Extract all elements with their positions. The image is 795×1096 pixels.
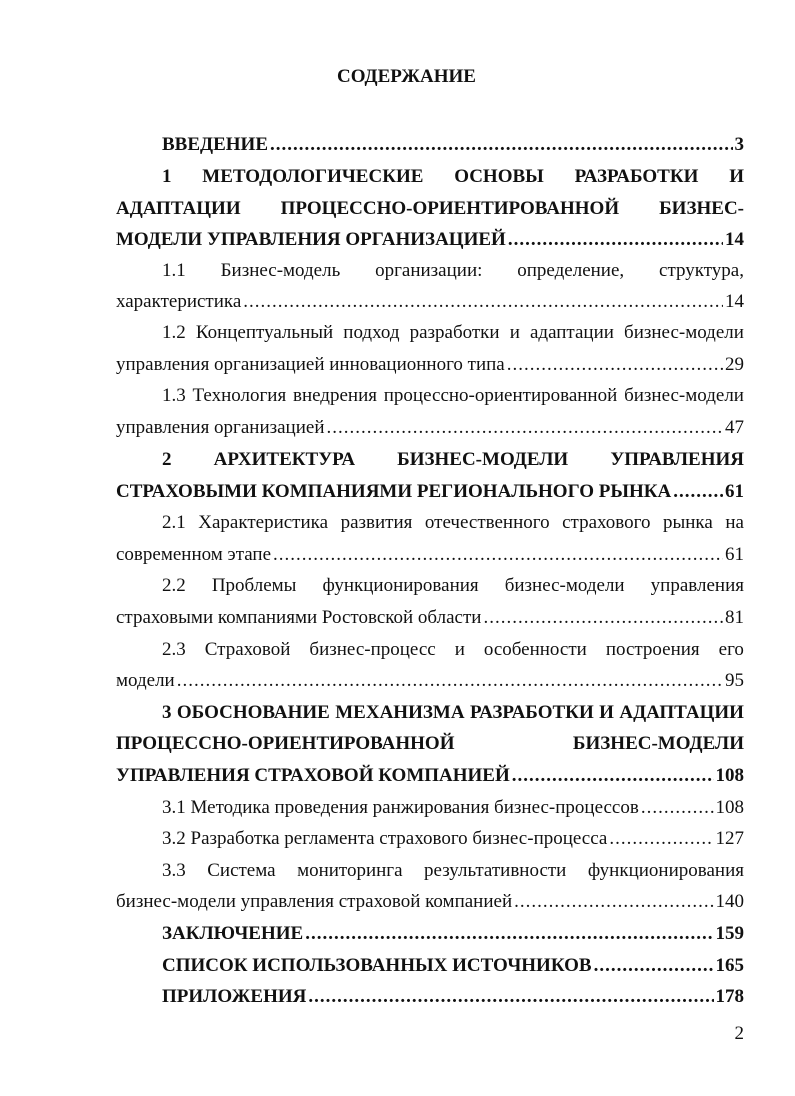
toc-section-1-3-line-1[interactable]: 1.3 Технология внедрения процессно-ориентированной бизнес-модели <box>162 385 744 406</box>
toc-entry-conclusion[interactable]: ЗАКЛЮЧЕНИЕ ..... 159 <box>162 921 744 947</box>
dot-leader <box>327 415 724 441</box>
toc-section-2-1-line-2[interactable]: современном этапе ..... 61 <box>116 542 744 568</box>
page-number: 2 <box>734 1023 744 1044</box>
dot-leader <box>483 605 723 631</box>
toc-chapter-3-line-1[interactable]: 3 ОБОСНОВАНИЕ МЕХАНИЗМА РАЗРАБОТКИ И АДАПТАЦИИ <box>162 702 744 723</box>
toc-section-1-1-line-1[interactable]: 1.1 Бизнес-модель организации: определение, структура, <box>162 260 744 281</box>
dot-leader <box>243 289 723 315</box>
toc-chapter-1-line-3[interactable]: МОДЕЛИ УПРАВЛЕНИЯ ОРГАНИЗАЦИЕЙ ..... 14 <box>116 227 744 253</box>
toc-section-1-2-line-2[interactable]: управления организацией инновационного типа ..... 29 <box>116 352 744 378</box>
page-title: СОДЕРЖАНИЕ <box>337 66 476 87</box>
dot-leader <box>594 953 714 979</box>
toc-section-2-2-line-2[interactable]: страховыми компаниями Ростовской области ..... 81 <box>116 605 744 631</box>
toc-entry-introduction[interactable]: ВВЕДЕНИЕ ..... 3 <box>162 132 744 158</box>
dot-leader <box>273 542 723 568</box>
dot-leader <box>641 795 714 821</box>
toc-chapter-2-line-2[interactable]: СТРАХОВЫМИ КОМПАНИЯМИ РЕГИОНАЛЬНОГО РЫНКА ..... 61 <box>116 479 744 505</box>
dot-leader <box>609 826 713 852</box>
dot-leader <box>673 479 723 505</box>
toc-entry-sources[interactable]: СПИСОК ИСПОЛЬЗОВАННЫХ ИСТОЧНИКОВ ..... 165 <box>162 953 744 979</box>
dot-leader <box>508 227 723 253</box>
toc-section-3-3-line-2[interactable]: бизнес-модели управления страховой компанией ..... 140 <box>116 889 744 915</box>
toc-entry-appendix[interactable]: ПРИЛОЖЕНИЯ ..... 178 <box>162 984 744 1010</box>
toc-section-3-2[interactable]: 3.2 Разработка регламента страхового бизнес-процесса ..... 127 <box>162 826 744 852</box>
toc-chapter-1-line-2[interactable]: АДАПТАЦИИ ПРОЦЕССНО-ОРИЕНТИРОВАННОЙ БИЗНЕС- <box>116 198 744 219</box>
toc-chapter-2-line-1[interactable]: 2 АРХИТЕКТУРА БИЗНЕС-МОДЕЛИ УПРАВЛЕНИЯ <box>162 449 744 470</box>
dot-leader <box>177 668 723 694</box>
toc-section-3-3-line-1[interactable]: 3.3 Система мониторинга результативности функционирования <box>162 860 744 881</box>
dot-leader <box>305 921 713 947</box>
toc-section-3-1[interactable]: 3.1 Методика проведения ранжирования бизнес-процессов ..... 108 <box>162 795 744 821</box>
dot-leader <box>512 763 714 789</box>
toc-section-2-2-line-1[interactable]: 2.2 Проблемы функционирования бизнес-модели управления <box>162 575 744 596</box>
dot-leader <box>514 889 713 915</box>
toc-section-2-3-line-2[interactable]: модели ..... 95 <box>116 668 744 694</box>
toc-section-1-2-line-1[interactable]: 1.2 Концептуальный подход разработки и адаптации бизнес-модели <box>162 322 744 343</box>
toc-chapter-3-line-2[interactable]: ПРОЦЕССНО-ОРИЕНТИРОВАННОЙ БИЗНЕС-МОДЕЛИ <box>116 733 744 754</box>
toc-chapter-3-line-3[interactable]: УПРАВЛЕНИЯ СТРАХОВОЙ КОМПАНИЕЙ ..... 108 <box>116 763 744 789</box>
dot-leader <box>507 352 723 378</box>
toc-section-2-1-line-1[interactable]: 2.1 Характеристика развития отечественного страхового рынка на <box>162 512 744 533</box>
toc-chapter-1-line-1[interactable]: 1 МЕТОДОЛОГИЧЕСКИЕ ОСНОВЫ РАЗРАБОТКИ И <box>162 166 744 187</box>
dot-leader <box>308 984 713 1010</box>
toc-section-2-3-line-1[interactable]: 2.3 Страховой бизнес-процесс и особенности построения его <box>162 639 744 660</box>
toc-section-1-3-line-2[interactable]: управления организацией ..... 47 <box>116 415 744 441</box>
dot-leader <box>270 132 733 158</box>
toc-section-1-1-line-2[interactable]: характеристика ..... 14 <box>116 289 744 315</box>
